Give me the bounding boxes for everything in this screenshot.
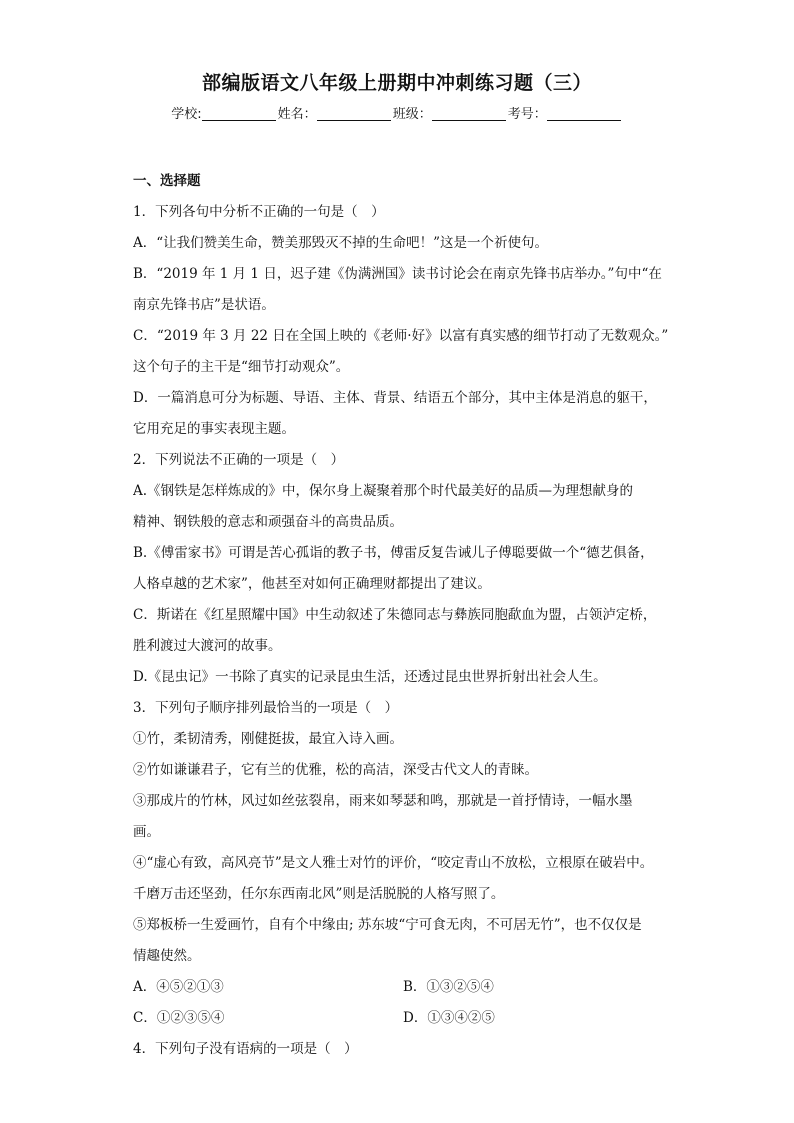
section-heading: 一、选择题 xyxy=(133,173,201,189)
question-3-sentence-2: ②竹如谦谦君子，它有兰的优雅，松的高洁，深受古代文人的青睐。 xyxy=(133,762,538,778)
question-3-option-a: A．④⑤②①③ xyxy=(133,979,224,995)
question-3-option-b: B．①③②⑤④ xyxy=(403,979,494,995)
question-3-sentence-5: ⑤郑板桥一生爱画竹，自有个中缘由; 苏东坡“宁可食无肉，不可居无竹”，也不仅仅是 xyxy=(133,917,642,933)
page-title: 部编版语文八年级上册期中冲刺练习题（三） xyxy=(201,72,592,94)
student-info-line xyxy=(0,103,794,122)
question-1-option-d-cont: 它用充足的事实表现主题。 xyxy=(133,421,295,437)
school-label: 学校: xyxy=(171,107,202,122)
class-label: 班级： xyxy=(392,107,432,122)
class-blank[interactable] xyxy=(432,106,506,121)
question-3-sentence-3: ③那成片的竹林，风过如丝弦裂帛，雨来如琴瑟和鸣，那就是一首抒情诗，一幅水墨 xyxy=(133,793,633,809)
name-label: 姓名： xyxy=(277,107,317,122)
question-3-sentence-1: ①竹，柔韧清秀，刚健挺拔，最宜入诗入画。 xyxy=(133,731,403,747)
question-1-option-c: C．“2019 年 3 月 22 日在全国上映的《老师·好》以富有真实感的细节打动了无数观众。” xyxy=(133,328,669,344)
name-blank[interactable] xyxy=(317,106,391,121)
question-2-option-c: C．斯诺在《红星照耀中国》中生动叙述了朱德同志与彝族同胞歃血为盟，占领泸定桥， xyxy=(133,607,657,623)
school-blank[interactable] xyxy=(202,106,276,121)
question-3-sentence-3-cont: 画。 xyxy=(133,824,160,840)
exam-no-label: 考号： xyxy=(507,107,547,122)
question-3-option-d: D．①③④②⑤ xyxy=(403,1010,495,1026)
question-1-option-a: A．“让我们赞美生命，赞美那毁灭不掉的生命吧！”这是一个祈使句。 xyxy=(133,235,549,251)
question-4-stem: 4．下列句子没有语病的一项是（ ） xyxy=(133,1041,358,1057)
question-2-option-b-cont: 人格卓越的艺术家”，他甚至对如何正确理财都提出了建议。 xyxy=(133,576,491,592)
question-content xyxy=(133,166,673,1065)
question-1-option-b-cont: 南京先锋书店”是状语。 xyxy=(133,297,275,313)
question-3-options-row-2 xyxy=(133,1003,673,1034)
question-2-stem: 2．下列说法不正确的一项是（ ） xyxy=(133,452,345,468)
question-2-option-c-cont: 胜利渡过大渡河的故事。 xyxy=(133,638,282,654)
question-3-sentence-5-cont: 情趣使然。 xyxy=(133,948,201,964)
question-1-option-d: D．一篇消息可分为标题、导语、主体、背景、结语五个部分，其中主体是消息的躯干， xyxy=(133,390,657,406)
question-1-stem: 1．下列各句中分析不正确的一句是（ ） xyxy=(133,204,385,220)
question-1-option-b: B．“2019 年 1 月 1 日，迟子建《伪满洲国》读书讨论会在南京先锋书店举办。”句中“在 xyxy=(133,266,662,282)
exam-no-blank[interactable] xyxy=(547,106,621,121)
question-3-stem: 3．下列句子顺序排列最恰当的一项是（ ） xyxy=(133,700,399,716)
question-2-option-d: D.《昆虫记》一书除了真实的记录昆虫生活，还透过昆虫世界折射出社会人生。 xyxy=(133,669,607,685)
question-1-option-c-cont: 这个句子的主干是“细节打动观众”。 xyxy=(133,359,350,375)
question-2-option-a-cont: 精神、钢铁般的意志和顽强奋斗的高贵品质。 xyxy=(133,514,403,530)
question-3-option-c: C．①②③⑤④ xyxy=(133,1010,225,1026)
question-2-option-a: A.《钢铁是怎样炼成的》中，保尔身上凝聚着那个时代最美好的品质—为理想献身的 xyxy=(133,483,634,499)
question-2-option-b: B.《傅雷家书》可谓是苦心孤诣的教子书，傅雷反复告诫儿子傅聪要做一个“德艺俱备， xyxy=(133,545,654,561)
question-3-options-row-1 xyxy=(133,972,673,1003)
question-3-sentence-4-cont: 千磨万击还坚劲，任尔东西南北风”则是活脱脱的人格写照了。 xyxy=(133,886,505,902)
question-3-sentence-4: ④“虚心有致，高风亮节”是文人雅士对竹的评价，“咬定青山不放松，立根原在破岩中。 xyxy=(133,855,654,871)
